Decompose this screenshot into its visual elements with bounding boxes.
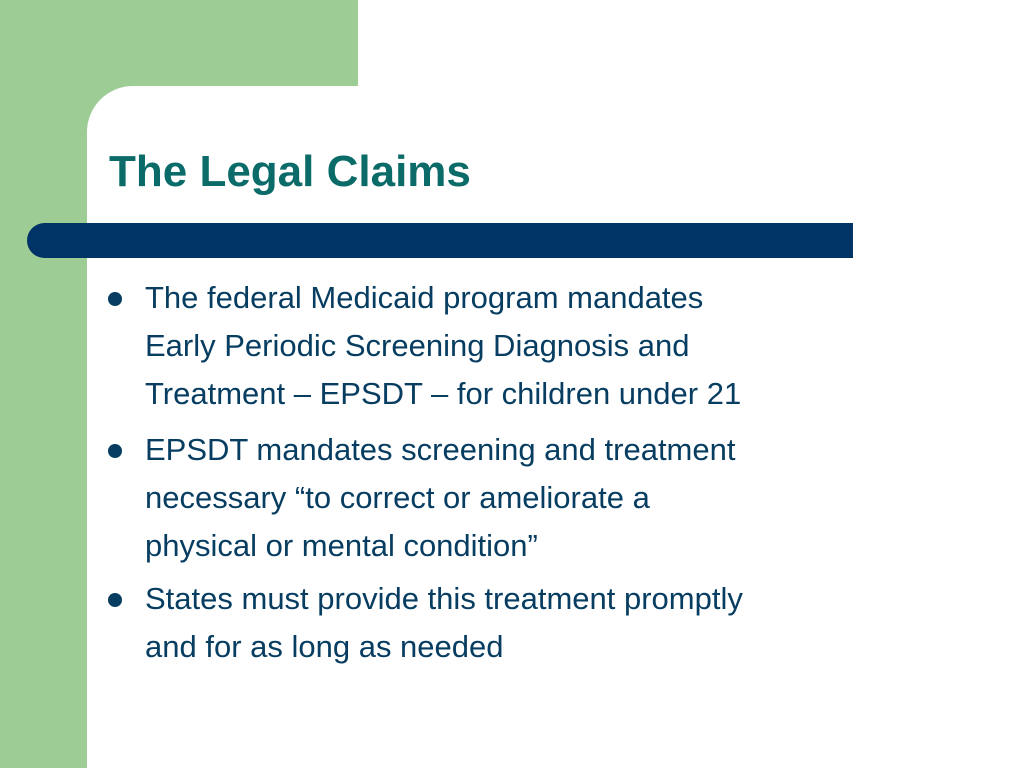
bullet-line: Treatment – EPSDT – for children under 21 (145, 376, 742, 411)
bullet-line: Early Periodic Screening Diagnosis and (145, 328, 690, 363)
slide-title: The Legal Claims (109, 147, 471, 196)
bullet-icon (108, 593, 122, 607)
bullet-icon (108, 444, 122, 458)
bullet-line: EPSDT mandates screening and treatment (145, 432, 736, 467)
bullet-line: States must provide this treatment promptly (145, 581, 743, 616)
bullet-line: and for as long as needed (145, 629, 504, 664)
title-underline-bar (27, 223, 853, 258)
bullet-item-state-obligation (106, 575, 926, 671)
bullet-icon (108, 292, 122, 306)
bullet-line: physical or mental condition” (145, 528, 538, 563)
bullet-item-medicaid-mandate (106, 274, 926, 418)
bullet-list (106, 274, 926, 679)
bullet-line: necessary “to correct or ameliorate a (145, 480, 650, 515)
bullet-line: The federal Medicaid program mandates (145, 280, 704, 315)
bullet-item-epsdt-mandate (106, 426, 926, 570)
